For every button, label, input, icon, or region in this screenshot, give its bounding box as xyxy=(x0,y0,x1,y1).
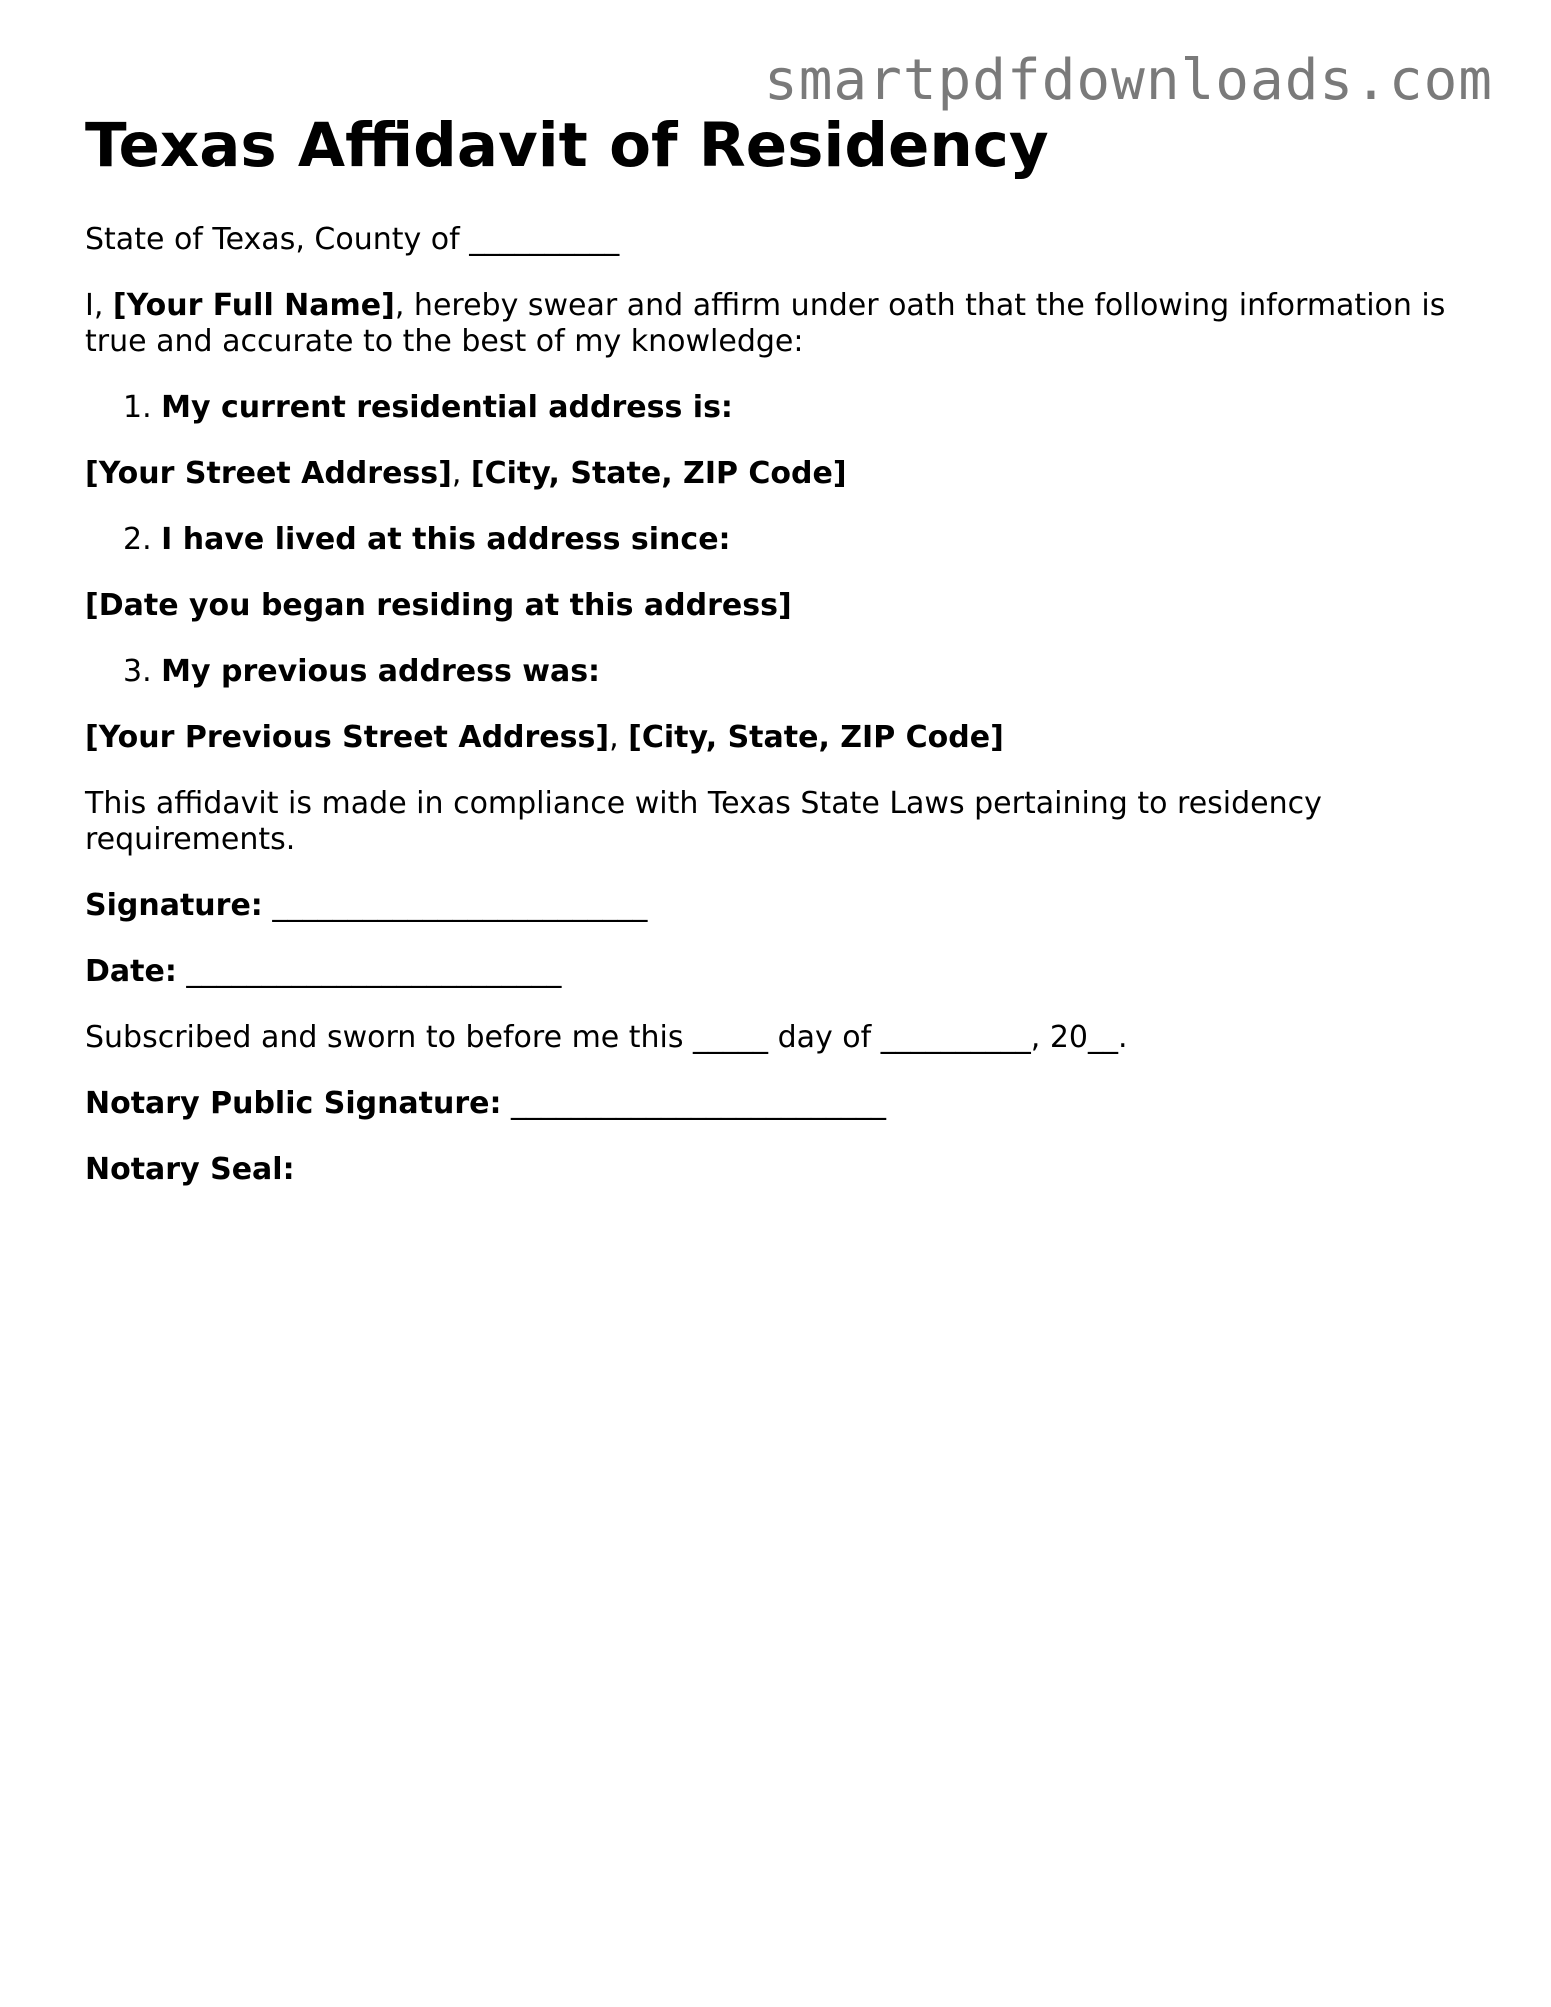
document-page xyxy=(85,108,1465,1218)
residing-date-placeholder: [Date you began residing at this address] xyxy=(85,588,792,623)
list-label: My current residential address is: xyxy=(161,390,733,425)
signature-line xyxy=(85,888,1465,924)
compliance-paragraph: This affidavit is made in compliance with Texas State Laws pertaining to residency requirements. xyxy=(85,786,1322,857)
intro-suffix: , hereby swear and affirm under oath that the following information is true and accurate to the best of my knowledge: xyxy=(85,288,1446,359)
document-title: Texas Affidavit of Residency xyxy=(85,110,1049,181)
intro-paragraph xyxy=(85,288,1465,360)
previous-street-address-placeholder: [Your Previous Street Address] xyxy=(85,720,610,755)
list-item-3 xyxy=(123,654,1465,690)
previous-address-line xyxy=(85,720,1465,756)
intro-prefix: I, xyxy=(85,288,113,323)
notary-seal-line xyxy=(85,1152,1465,1188)
list-number: 2. xyxy=(123,522,152,557)
list-label: My previous address was: xyxy=(161,654,601,689)
list-number: 3. xyxy=(123,654,152,689)
address-separator: , xyxy=(451,456,471,491)
county-line: State of Texas, County of __________ xyxy=(85,222,620,257)
list-item-1 xyxy=(123,390,1465,426)
current-address-line xyxy=(85,456,1465,492)
sworn-line: Subscribed and sworn to before me this _____ day of __________, 20__. xyxy=(85,1020,1128,1055)
notary-signature-label: Notary Public Signature: xyxy=(85,1086,502,1121)
list-number: 1. xyxy=(123,390,152,425)
notary-signature-blank: _________________________ xyxy=(501,1086,887,1121)
street-address-placeholder: [Your Street Address] xyxy=(85,456,452,491)
list-item-2 xyxy=(123,522,1465,558)
watermark: smartpdfdownloads.com xyxy=(763,48,1493,113)
city-state-zip-placeholder: [City, State, ZIP Code] xyxy=(470,456,847,491)
previous-city-state-zip-placeholder: [City, State, ZIP Code] xyxy=(628,720,1004,755)
notary-signature-line xyxy=(85,1086,1465,1122)
date-label: Date: xyxy=(85,954,177,989)
list-label: I have lived at this address since: xyxy=(161,522,731,557)
signature-label: Signature: xyxy=(85,888,263,923)
date-line xyxy=(85,954,1465,990)
date-blank: _________________________ xyxy=(176,954,562,989)
notary-seal-label: Notary Seal: xyxy=(85,1152,295,1187)
signature-blank: _________________________ xyxy=(262,888,648,923)
full-name-placeholder: [Your Full Name] xyxy=(112,288,395,323)
address-separator: , xyxy=(609,720,629,755)
